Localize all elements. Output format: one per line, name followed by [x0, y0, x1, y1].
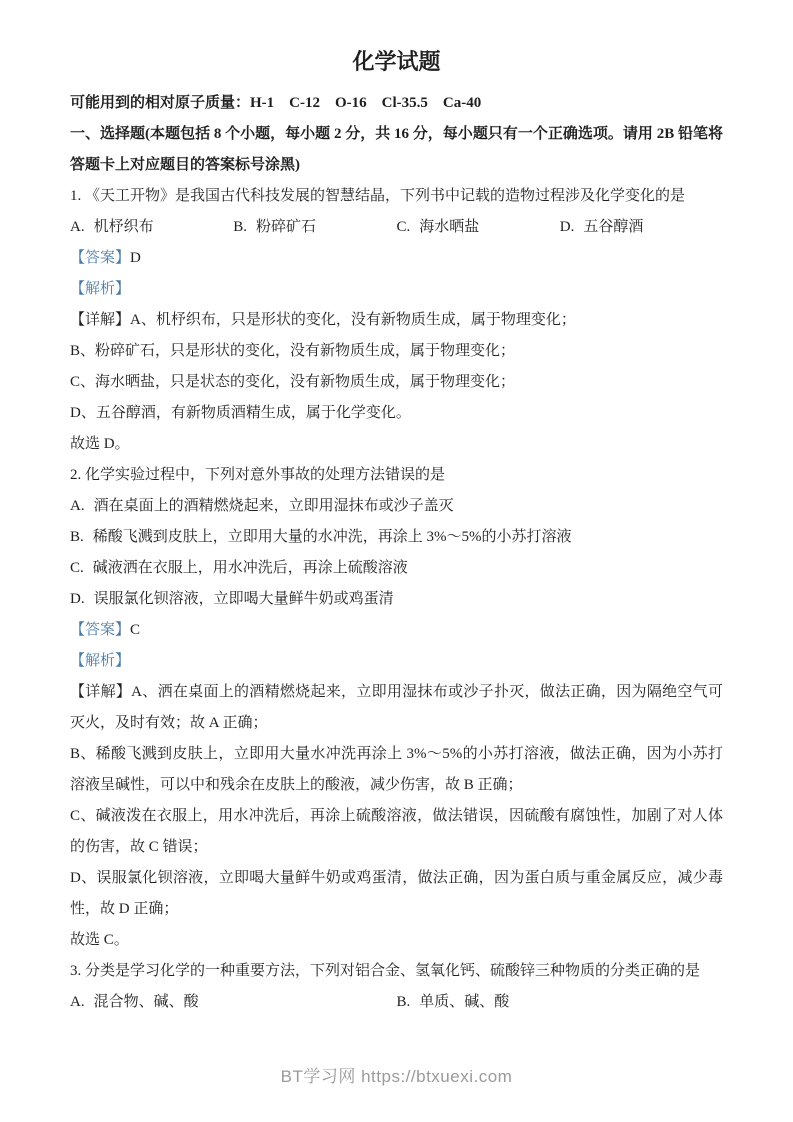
q2-explanation-b: B、稀酸飞溅到皮肤上，立即用大量水冲洗再涂上 3%～5%的小苏打溶液，做法正确，因为小苏打溶液呈碱性，可以中和残余在皮肤上的酸液，减少伤害，故 B 正确；	[70, 746, 723, 793]
q2-conclusion: 故选 C。	[70, 932, 129, 948]
q1-option-b-text: 粉碎矿石	[256, 219, 317, 235]
q3-options-row	[70, 987, 723, 1018]
q3-option-a-text: 混合物、碱、酸	[93, 994, 199, 1010]
q2-option-b-text: 稀酸飞溅到皮肤上，立即用大量的水冲洗，再涂上 3%～5%的小苏打溶液	[92, 529, 572, 545]
q2-option-d	[70, 584, 723, 615]
q2-answer-value: C	[130, 622, 141, 638]
q1-stem: 1. 《天工开物》是我国古代科技发展的智慧结晶，下列书中记载的造物过程涉及化学变化的是	[70, 188, 686, 204]
atomic-masses-line: 可能用到的相对原子质量：H-1 C-12 O-16 Cl-35.5 Ca-40	[70, 95, 482, 111]
q1-analysis-line	[70, 274, 723, 305]
q2-stem: 2. 化学实验过程中，下列对意外事故的处理方法错误的是	[70, 467, 446, 483]
q2-option-a	[70, 491, 723, 522]
q2-analysis-label: 【解析】	[70, 653, 131, 669]
q3-option-b-text: 单质、碱、酸	[419, 994, 510, 1010]
q2-answer-line	[70, 615, 723, 646]
q2-analysis-line	[70, 646, 723, 677]
q2-answer-label: 【答案】	[70, 622, 131, 638]
q1-answer-label: 【答案】	[70, 250, 131, 266]
q2-option-b	[70, 522, 723, 553]
q1-analysis-label: 【解析】	[70, 281, 131, 297]
q1-option-d-key: D.	[559, 219, 575, 235]
q2-option-c	[70, 553, 723, 584]
q1-explanation-a: 【详解】A、机杼织布，只是形状的变化，没有新物质生成，属于物理变化；	[70, 312, 576, 328]
q3-option-b-key: B.	[396, 994, 411, 1010]
q1-explanation-b: B、粉碎矿石，只是形状的变化，没有新物质生成，属于物理变化；	[70, 343, 516, 359]
q2-option-c-key: C.	[70, 560, 84, 576]
q1-conclusion: 故选 D。	[70, 436, 130, 452]
q1-option-a-key: A.	[70, 219, 85, 235]
q1-option-a-text: 机杼织布	[93, 219, 154, 235]
q2-option-b-key: B.	[70, 529, 84, 545]
q1-option-b-key: B.	[233, 219, 248, 235]
q2-option-d-key: D.	[70, 591, 85, 607]
q1-option-c-key: C.	[396, 219, 411, 235]
page-title: 化学试题	[352, 49, 441, 74]
q3-option-a-key: A.	[70, 994, 85, 1010]
site-watermark: BT学习网 https://btxuexi.com	[280, 1067, 513, 1086]
q3-option-b	[397, 987, 724, 1018]
q3-stem: 3. 分类是学习化学的一种重要方法，下列对铝合金、氢氧化钙、硫酸锌三种物质的分类正确的是	[70, 963, 701, 979]
q1-options-row	[70, 212, 723, 243]
q1-explanation-d: D、五谷醇酒，有新物质酒精生成，属于化学变化。	[70, 405, 411, 421]
q1-answer-line	[70, 243, 723, 274]
q2-option-c-text: 碱液洒在衣服上，用水冲洗后，再涂上硫酸溶液	[92, 560, 408, 576]
q1-option-c	[397, 212, 560, 243]
q3-option-a	[70, 987, 397, 1018]
q2-explanation-a: 【详解】A、洒在桌面上的酒精燃烧起来，立即用湿抹布或沙子扑灭，做法正确，因为隔绝空气可灭火，及时有效；故 A 正确；	[70, 684, 723, 731]
q1-explanation-c: C、海水晒盐，只是状态的变化，没有新物质生成，属于物理变化；	[70, 374, 516, 390]
q2-option-a-key: A.	[70, 498, 85, 514]
q1-option-c-text: 海水晒盐	[419, 219, 480, 235]
q1-option-a	[70, 212, 233, 243]
q1-option-d-text: 五谷醇酒	[583, 219, 644, 235]
q2-explanation-c: C、碱液泼在衣服上，用水冲洗后，再涂上硫酸溶液，做法错误，因硫酸有腐蚀性，加剧了对人体的伤害，故 C 错误；	[70, 808, 723, 855]
q2-option-a-text: 酒在桌面上的酒精燃烧起来，立即用湿抹布或沙子盖灭	[93, 498, 454, 514]
q1-option-d	[560, 212, 723, 243]
q1-option-b	[233, 212, 396, 243]
q1-answer-value: D	[130, 250, 141, 266]
q2-option-d-text: 误服氯化钡溶液，立即喝大量鲜牛奶或鸡蛋清	[93, 591, 394, 607]
q2-explanation-d: D、误服氯化钡溶液，立即喝大量鲜牛奶或鸡蛋清，做法正确，因为蛋白质与重金属反应，减少毒性，故 D 正确；	[70, 870, 723, 917]
section-instructions: 一、选择题(本题包括 8 个小题，每小题 2 分，共 16 分，每小题只有一个正确选项。请用 2B 铅笔将答题卡上对应题目的答案标号涂黑)	[70, 126, 723, 173]
